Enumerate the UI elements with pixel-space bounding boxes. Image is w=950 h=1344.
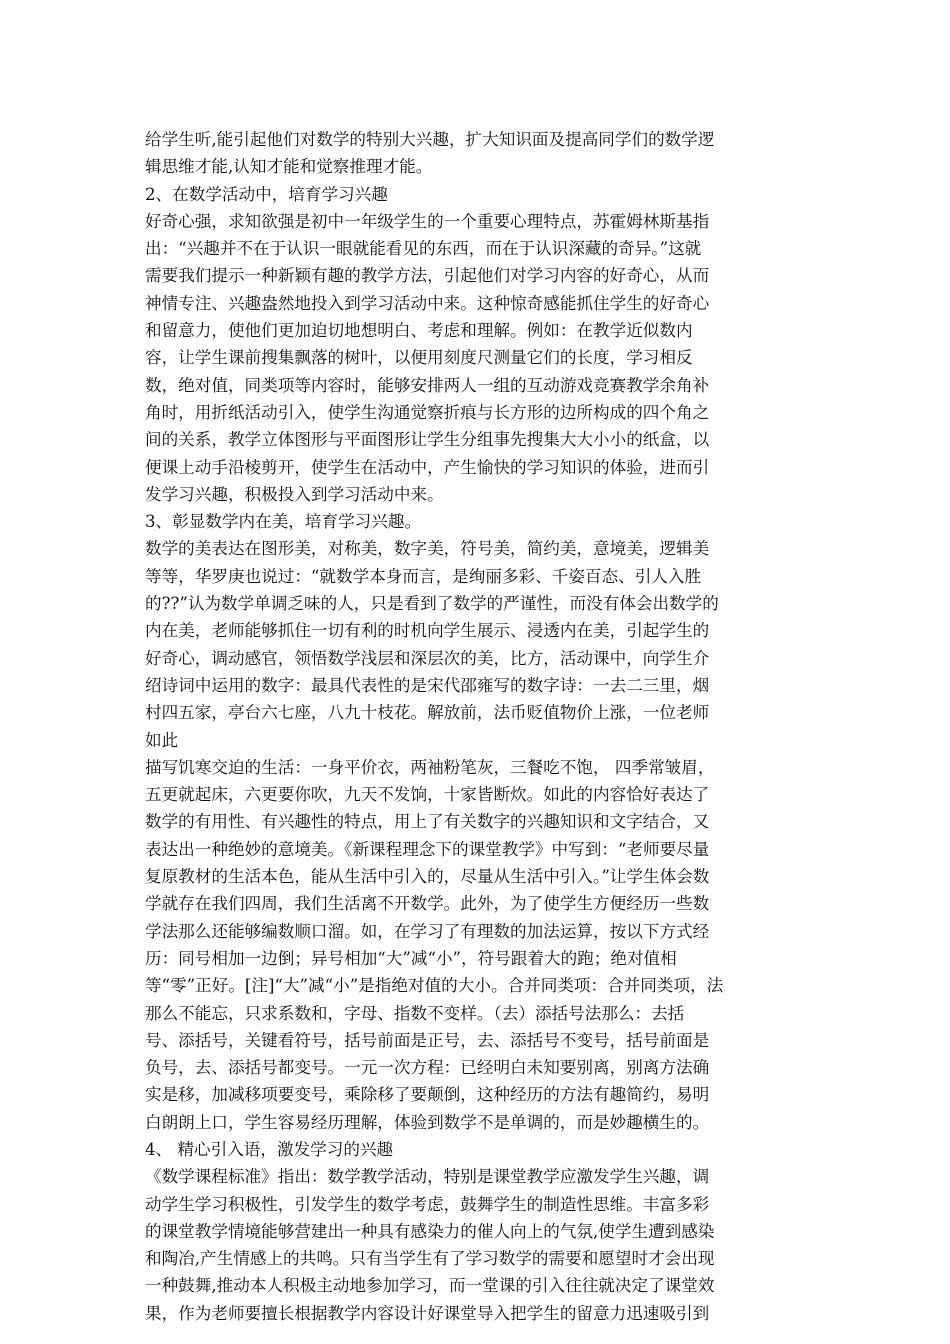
text-line: 复原教材的生活本色，能从生活中引入的，尽量从生活中引入。”让学生体会数 bbox=[145, 867, 710, 887]
text-line: 的??”认为数学单调乏味的人，只是看到了数学的严谨性，而没有体会出数学的 bbox=[145, 594, 719, 614]
text-line: 内在美，老师能够抓住一切有利的时机向学生展示、浸透内在美，引起学生的 bbox=[145, 621, 710, 641]
text-line: 如此 bbox=[145, 730, 179, 750]
text-line: 数学的美表达在图形美，对称美，数字美，符号美，简约美，意境美，逻辑美 bbox=[145, 539, 710, 559]
text-line: 果，作为老师要擅长根据教学内容设计好课堂导入把学生的留意力迅速吸引到 bbox=[145, 1303, 710, 1323]
text-line: 辑思维才能,认知才能和觉察推理才能。 bbox=[145, 157, 433, 177]
text-line: 间的关系，教学立体图形与平面图形让学生分组事先搜集大大小小的纸盒，以 bbox=[145, 430, 710, 450]
text-line: 《数学课程标准》指出：数学教学活动，特别是课堂教学应激发学生兴趣，调 bbox=[145, 1167, 710, 1187]
text-line: 好奇心强，求知欲强是初中一年级学生的一个重要心理特点，苏霍姆林斯基指 bbox=[145, 211, 710, 231]
text-line: 历：同号相加一边倒；异号相加“大”减“小”，符号跟着大的跑；绝对值相 bbox=[145, 948, 677, 968]
text-line: 学法那么还能够编数顺口溜。如，在学习了有理数的加法运算，按以下方式经 bbox=[145, 921, 710, 941]
document-body bbox=[145, 126, 805, 1327]
text-line: 神情专注、兴趣盎然地投入到学习活动中来。这种惊奇感能抓住学生的好奇心 bbox=[145, 293, 710, 313]
text-line: 号、添括号，关键看符号，括号前面是正号，去、添括号不变号，括号前面是 bbox=[145, 1030, 710, 1050]
text-line: 好奇心，调动感官，领悟数学浅层和深层次的美，比方，活动课中，向学生介 bbox=[145, 648, 710, 668]
text-line: 等“零”正好。[注]“大”减“小”是指绝对值的大小。合并同类项：合并同类项，法 bbox=[145, 976, 724, 996]
text-line: 给学生听,能引起他们对数学的特别大兴趣，扩大知识面及提高同学们的数学逻 bbox=[145, 130, 715, 149]
text-line: 容，让学生课前搜集飘落的树叶，以便用刻度尺测量它们的长度，学习相反 bbox=[145, 348, 693, 368]
text-line: 五更就起床，六更要你吹，九天不发饷，十家皆断炊。如此的内容恰好表达了 bbox=[145, 785, 710, 805]
section-heading: 3、彰显数学内在美，培育学习兴趣。 bbox=[145, 512, 422, 532]
text-line: 负号，去、添括号都变号。一元一次方程：已经明白未知要别离，别离方法确 bbox=[145, 1058, 710, 1078]
text-line: 数，绝对值，同类项等内容时，能够安排两人一组的互动游戏竞赛教学余角补 bbox=[145, 375, 710, 395]
text-line: 绍诗词中运用的数字：最具代表性的是宋代邵雍写的数字诗：一去二三里，烟 bbox=[145, 675, 710, 695]
text-line: 便课上动手沿棱剪开，使学生在活动中，产生愉快的学习知识的体验，进而引 bbox=[145, 457, 710, 477]
section-heading: 2、在数学活动中，培育学习兴趣 bbox=[145, 184, 388, 204]
text-line: 出：“兴趣并不在于认识一眼就能看见的东西，而在于认识深藏的奇异。”这就 bbox=[145, 239, 702, 259]
text-line: 和陶冶,产生情感上的共鸣。只有当学生有了学习数学的需要和愿望时才会出现 bbox=[145, 1249, 715, 1269]
text-line: 等等，华罗庚也说过：“就数学本身而言，是绚丽多彩、千姿百态、引人入胜 bbox=[145, 566, 702, 586]
text-line: 发学习兴趣，积极投入到学习活动中来。 bbox=[145, 484, 444, 504]
text-line: 动学生学习积极性，引发学生的数学考虑，鼓舞学生的制造性思维。丰富多彩 bbox=[145, 1194, 710, 1214]
text-line: 描写饥寒交迫的生活：一身平价衣，两袖粉笔灰，三餐吃不饱， 四季常皱眉， bbox=[145, 757, 715, 777]
text-line: 角时，用折纸活动引入，使学生沟通觉察折痕与长方形的边所构成的四个角之 bbox=[145, 402, 710, 422]
text-line: 的课堂教学情境能够营建出一种具有感染力的催人向上的气氛,使学生遭到感染 bbox=[145, 1221, 715, 1241]
section-heading: 4、 精心引入语，激发学习的兴趣 bbox=[145, 1139, 394, 1159]
text-line: 实是移，加减移项要变号，乘除移了要颠倒，这种经历的方法有趣简约，易明 bbox=[145, 1085, 710, 1105]
text-line: 表达出一种绝妙的意境美。《新课程理念下的课堂教学》中写到：“老师要尽量 bbox=[145, 839, 710, 859]
text-line: 学就存在我们四周，我们生活离不开数学。此外，为了使学生方便经历一些数 bbox=[145, 894, 710, 914]
text-line: 和留意力，使他们更加迫切地想明白、考虑和理解。例如：在教学近似数内 bbox=[145, 321, 693, 341]
text-line: 数学的有用性、有兴趣性的特点，用上了有关数字的兴趣知识和文字结合，又 bbox=[145, 812, 710, 832]
text-line: 需要我们提示一种新颖有趣的教学方法，引起他们对学习内容的好奇心，从而 bbox=[145, 266, 710, 286]
text-line: 那么不能忘，只求系数和，字母、指数不变样。（去）添括号法那么：去括 bbox=[145, 1003, 685, 1023]
text-line: 一种鼓舞,推动本人积极主动地参加学习，而一堂课的引入往往就决定了课堂效 bbox=[145, 1276, 715, 1296]
text-line: 村四五家，亭台六七座，八九十枝花。解放前，法币贬值物价上涨，一位老师 bbox=[145, 703, 710, 723]
text-line: 白朗朗上口，学生容易经历理解，体验到数学不是单调的，而是妙趣横生的。 bbox=[145, 1112, 710, 1132]
